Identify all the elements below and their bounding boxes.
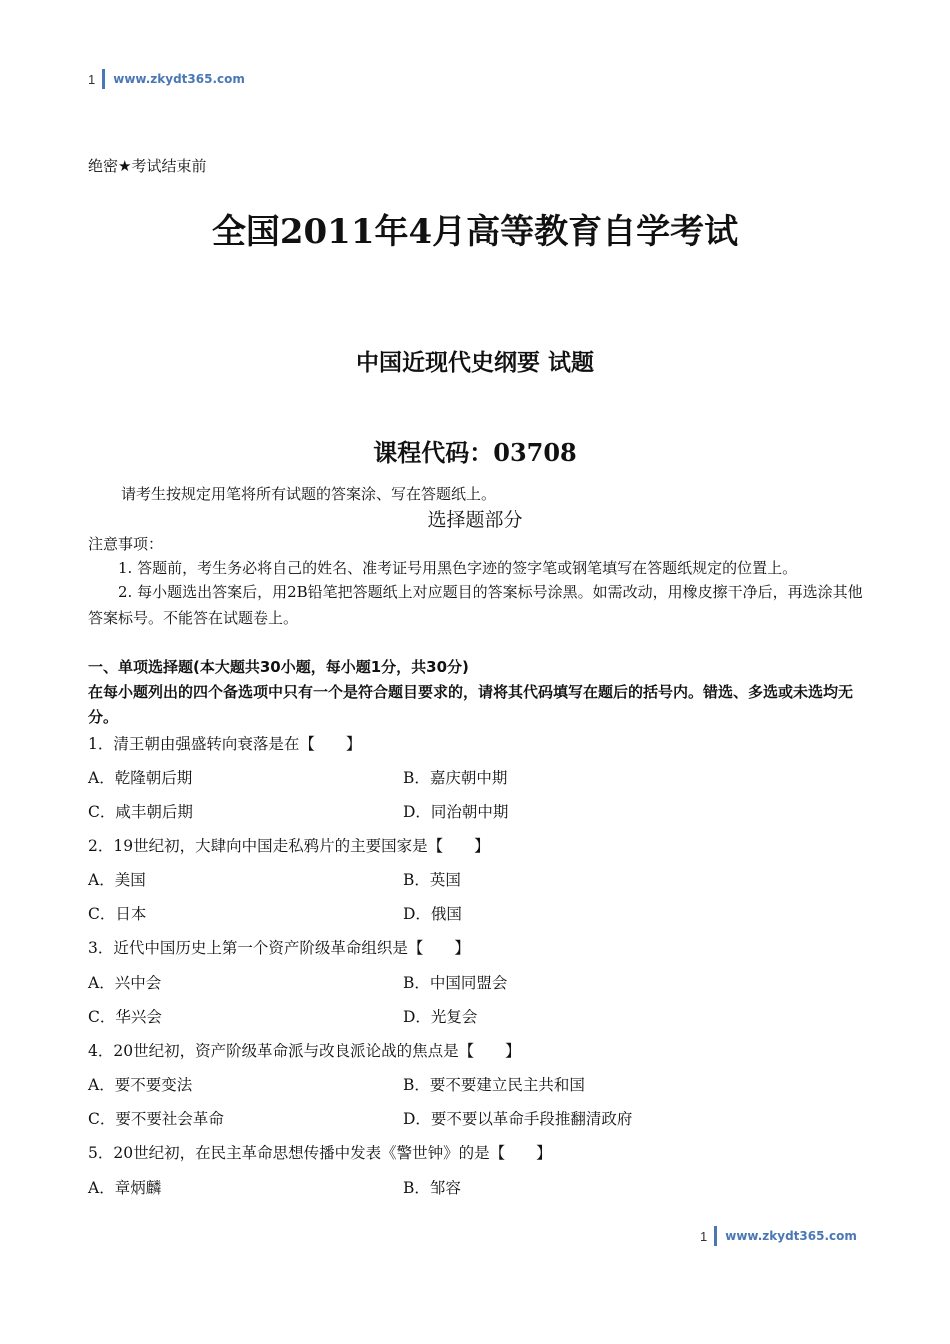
question-2-option-a: A．美国	[88, 871, 146, 889]
question-4-option-b: B．要不要建立民主共和国	[403, 1076, 585, 1094]
question-1-stem: 1．清王朝由强盛转向衰落是在【 】	[88, 735, 362, 753]
section-heading: 一、单项选择题(本大题共30小题，每小题1分，共30分)	[88, 658, 469, 676]
notes-heading: 注意事项：	[88, 535, 164, 553]
footer-site-link[interactable]: www.zkydt365.com	[725, 1229, 857, 1243]
question-4-option-d: D．要不要以革命手段推翻清政府	[403, 1110, 633, 1128]
subject-title: 中国近现代史纲要 试题	[355, 350, 594, 376]
instruction: 请考生按规定用笔将所有试题的答案涂、写在答题纸上。	[121, 485, 497, 503]
question-2-option-c: C．日本	[88, 905, 147, 923]
question-1-option-c: C．咸丰朝后期	[88, 803, 193, 821]
question-2-option-b: B．英国	[403, 871, 461, 889]
page-header	[88, 68, 245, 90]
question-4-option-c: C．要不要社会革命	[88, 1110, 224, 1128]
page-footer	[700, 1225, 857, 1247]
secret-mark: 绝密★考试结束前	[88, 157, 207, 175]
header-site-link[interactable]: www.zkydt365.com	[113, 72, 245, 86]
question-3-option-c: C．华兴会	[88, 1008, 162, 1026]
question-2-stem: 2．19世纪初，大肆向中国走私鸦片的主要国家是【 】	[88, 837, 490, 855]
question-3-option-a: A．兴中会	[88, 974, 162, 992]
note-item-2: 2. 每小题选出答案后，用2B铅笔把答题纸上对应题目的答案标号涂黑。如需改动，用橡皮擦干净后，再选涂其他答案标号。不能答在试题卷上。	[88, 583, 863, 627]
question-3-option-d: D．光复会	[403, 1008, 478, 1026]
question-2-option-d: D．俄国	[403, 905, 462, 923]
header-page-number: 1	[88, 71, 96, 87]
question-4-option-a: A．要不要变法	[88, 1076, 193, 1094]
footer-page-number: 1	[700, 1228, 708, 1244]
note-item-1: 1. 答题前，考生务必将自己的姓名、准考证号用黑色字迹的签字笔或钢笔填写在答题纸规定的位置上。	[118, 559, 798, 577]
question-5-option-a: A．章炳麟	[88, 1179, 162, 1197]
header-divider	[102, 69, 105, 89]
question-3-option-b: B．中国同盟会	[403, 974, 508, 992]
question-1-option-a: A．乾隆朝后期	[88, 769, 193, 787]
question-4-stem: 4．20世纪初，资产阶级革命派与改良派论战的焦点是【 】	[88, 1042, 521, 1060]
course-code: 课程代码：03708	[373, 438, 577, 467]
choice-part-heading: 选择题部分	[427, 509, 523, 531]
question-1-option-d: D．同治朝中期	[403, 803, 509, 821]
section-description: 在每小题列出的四个备选项中只有一个是符合题目要求的，请将其代码填写在题后的括号内。错选、多选或未选均无分。	[88, 683, 854, 726]
page-title: 全国2011年4月高等教育自学考试	[211, 212, 739, 252]
footer-divider	[714, 1226, 717, 1246]
question-5-option-b: B．邹容	[403, 1179, 461, 1197]
question-1-option-b: B．嘉庆朝中期	[403, 769, 508, 787]
question-3-stem: 3．近代中国历史上第一个资产阶级革命组织是【 】	[88, 939, 470, 957]
question-5-stem: 5．20世纪初，在民主革命思想传播中发表《警世钟》的是【 】	[88, 1144, 552, 1162]
